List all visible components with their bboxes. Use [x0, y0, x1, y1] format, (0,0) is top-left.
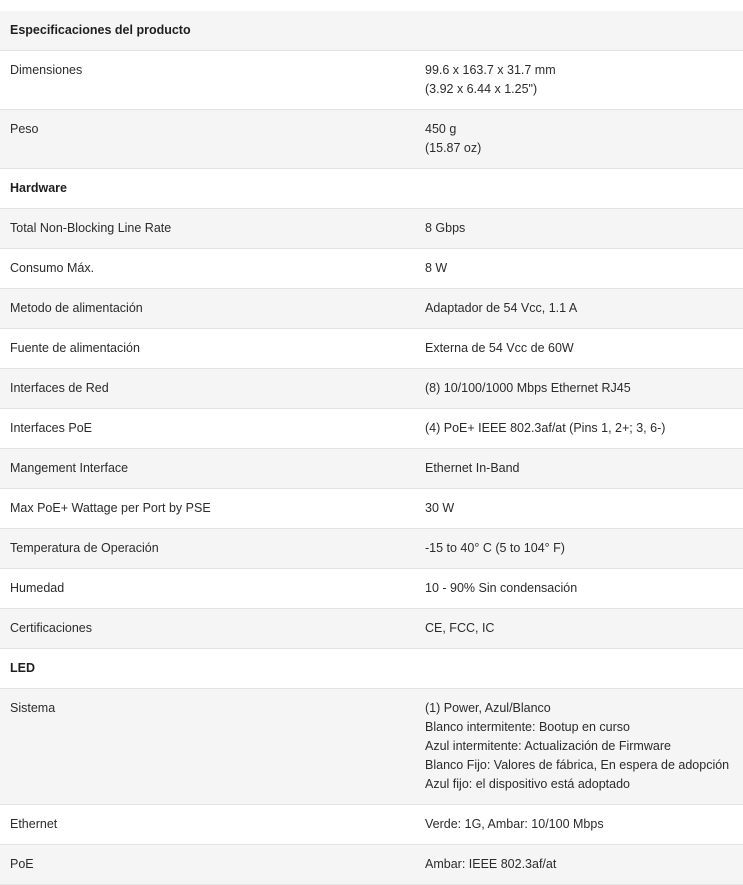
section-title: Hardware — [10, 181, 67, 195]
spec-value — [415, 169, 743, 208]
spec-value — [415, 569, 743, 608]
spec-value — [415, 209, 743, 248]
spec-value — [415, 449, 743, 488]
spec-value-line: Ethernet In-Band — [425, 461, 520, 475]
spec-label: Fuente de alimentación — [10, 341, 140, 355]
spec-row — [0, 529, 743, 569]
spec-value-line: Blanco Fijo: Valores de fábrica, En espera de adopción — [425, 758, 730, 772]
spec-value-line: Externa de 54 Vcc de 60W — [425, 341, 574, 355]
spec-value — [415, 609, 743, 648]
spec-label: Dimensiones — [10, 63, 83, 77]
spec-value — [415, 489, 743, 528]
spec-value-line: (3.92 x 6.44 x 1.25") — [425, 82, 538, 96]
spec-row — [0, 845, 743, 885]
spec-value-line: 450 g — [425, 122, 457, 136]
spec-row — [0, 449, 743, 489]
spec-row — [0, 369, 743, 409]
spec-value-line: 8 W — [425, 261, 448, 275]
spec-value-line: Azul fijo: el dispositivo está adoptado — [425, 777, 630, 791]
spec-row — [0, 805, 743, 845]
section-header-row — [0, 11, 743, 51]
spec-label: Consumo Máx. — [10, 261, 95, 275]
spec-value-line: 8 Gbps — [425, 221, 466, 235]
spec-label: Peso — [10, 122, 39, 136]
spec-value — [415, 529, 743, 568]
spec-value — [415, 369, 743, 408]
spec-value — [415, 249, 743, 288]
spec-label: Total Non-Blocking Line Rate — [10, 221, 172, 235]
spec-label: Metodo de alimentación — [10, 301, 143, 315]
spec-row — [0, 689, 743, 805]
spec-value-line: (8) 10/100/1000 Mbps Ethernet RJ45 — [425, 381, 631, 395]
spec-row — [0, 110, 743, 169]
spec-value-line: 10 - 90% Sin condensación — [425, 581, 578, 595]
spec-row — [0, 489, 743, 529]
spec-value — [415, 845, 743, 884]
spec-row — [0, 209, 743, 249]
spec-value-line: Blanco intermitente: Bootup en curso — [425, 720, 630, 734]
spec-label: Temperatura de Operación — [10, 541, 159, 555]
spec-value — [415, 649, 743, 688]
spec-label: Interfaces PoE — [10, 421, 92, 435]
spec-row — [0, 609, 743, 649]
spec-row — [0, 249, 743, 289]
section-header-row — [0, 169, 743, 209]
spec-value — [415, 805, 743, 844]
spec-value — [415, 11, 743, 50]
spec-row — [0, 409, 743, 449]
spec-value-line: CE, FCC, IC — [425, 621, 495, 635]
spec-value-line: Azul intermitente: Actualización de Firmware — [425, 739, 671, 753]
spec-label: Sistema — [10, 701, 56, 715]
spec-label: Ethernet — [10, 817, 58, 831]
spec-value-line: Verde: 1G, Ambar: 10/100 Mbps — [425, 817, 604, 831]
section-header-row — [0, 649, 743, 689]
spec-table — [0, 11, 743, 885]
spec-label: Certificaciones — [10, 621, 92, 635]
spec-value — [415, 409, 743, 448]
spec-value-line: (15.87 oz) — [425, 141, 482, 155]
spec-row — [0, 289, 743, 329]
spec-value-line: (1) Power, Azul/Blanco — [425, 701, 551, 715]
spec-value — [415, 329, 743, 368]
spec-label: Mangement Interface — [10, 461, 129, 475]
spec-label: Max PoE+ Wattage per Port by PSE — [10, 501, 211, 515]
spec-row — [0, 51, 743, 110]
spec-value — [415, 51, 743, 109]
spec-value-line: Ambar: IEEE 802.3af/at — [425, 857, 557, 871]
spec-value-line: Adaptador de 54 Vcc, 1.1 A — [425, 301, 578, 315]
spec-value — [415, 689, 743, 804]
spec-value-line: -15 to 40° C (5 to 104° F) — [425, 541, 565, 555]
section-title: LED — [10, 661, 35, 675]
spec-value — [415, 110, 743, 168]
spec-label: Humedad — [10, 581, 65, 595]
spec-value-line: 30 W — [425, 501, 455, 515]
spec-label: PoE — [10, 857, 34, 871]
spec-row — [0, 329, 743, 369]
spec-row — [0, 569, 743, 609]
spec-value — [415, 289, 743, 328]
spec-value-line: (4) PoE+ IEEE 802.3af/at (Pins 1, 2+; 3, 6-) — [425, 421, 666, 435]
section-title: Especificaciones del producto — [10, 23, 191, 37]
spec-value-line: 99.6 x 163.7 x 31.7 mm — [425, 63, 556, 77]
spec-label: Interfaces de Red — [10, 381, 109, 395]
